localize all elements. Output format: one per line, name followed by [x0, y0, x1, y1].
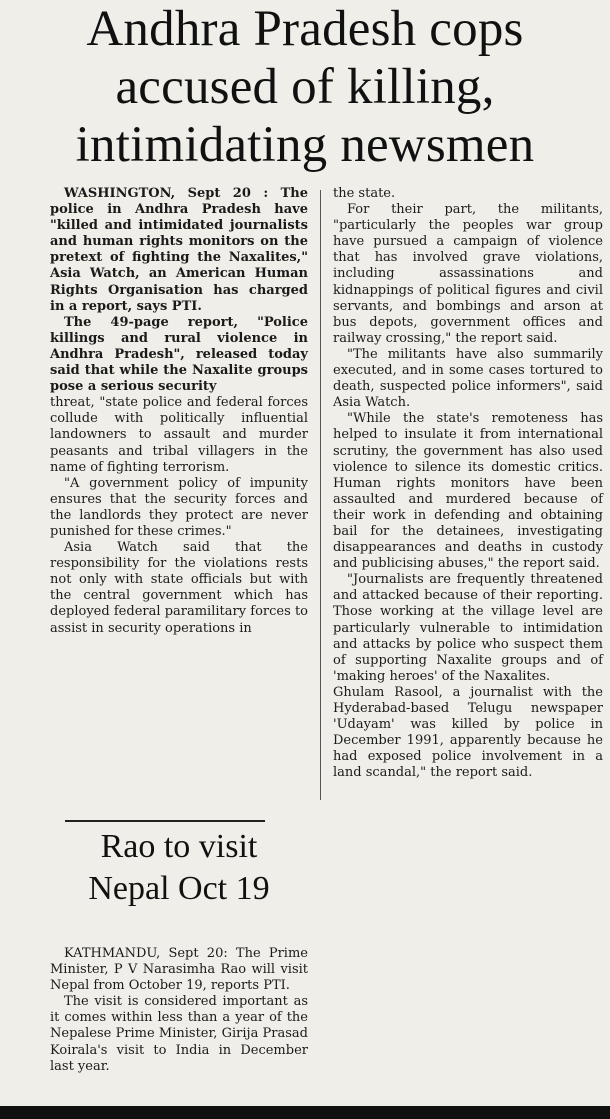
dateline: WASHINGTON, Sept 20 :: [64, 186, 269, 201]
story-paragraph: Asia Watch said that the responsibility for the violations rests not only with state officials but with the central government which has deployed federal paramilitary forces to assist in security operations in: [50, 540, 308, 636]
right-column: [333, 186, 603, 781]
left-column: [50, 186, 308, 637]
headline-line-1: Andhra Pradesh cops: [86, 1, 524, 57]
story-paragraph: For their part, the militants, "particularly the peoples war group have pursued a campaign of violence that has involved grave violations, including assassinations and kidnappings of political figures and civil servants, and bombings and arson at bus depots, government offices and railway crossing," the report said.: [333, 202, 603, 346]
bottom-border: [0, 1106, 610, 1119]
story-paragraph: "While the state's remoteness has helped to insulate it from international scrutiny, the government has also used violence to silence its domestic critics. Human rights monitors have been assaulted and murdered because of their work in defending and obtaining bail for the detainees, investigating disappearances and deaths in custody and publicising abuses," the report said.: [333, 411, 603, 572]
side-headline-line-1: Rao to visit: [100, 828, 258, 865]
story-paragraph: threat, "state police and federal forces collude with politically influential landowners to assault and murder peasants and tribal villagers in the name of fighting terrorism.: [50, 395, 308, 475]
headline-line-3: intimidating newsmen: [75, 117, 535, 173]
side-story-body: [50, 946, 308, 1075]
story-paragraph: The 49-page report, "Police killings and rural violence in Andhra Pradesh", released today said that while the Naxalite groups pose a serious security: [50, 314, 308, 395]
side-story-paragraph: The visit is considered important as it comes within less than a year of the Nepalese Prime Minister, Girija Prasad Koirala's visit to India in December last year.: [50, 994, 308, 1074]
story-paragraph: the state.: [333, 186, 396, 201]
story-paragraph: "The militants have also summarily executed, and in some cases tortured to death, suspected police informers", said Asia Watch.: [333, 346, 603, 411]
headline-line-2: accused of killing,: [115, 59, 495, 115]
main-headline: [6, 0, 604, 174]
story-paragraph: Ghulam Rasool, a journalist with the Hyderabad-based Telugu newspaper 'Udayam' was killed by police in December 1991, apparently because he had exposed police involvement in a land scandal," the report said.: [333, 684, 603, 781]
story-paragraph: WASHINGTON, Sept 20 : The police in Andhra Pradesh have "killed and intimidated journalists and human rights monitors on the pretext of fighting the Naxalites," Asia Watch, an American Human Rights Organisation has charged in a report, says PTI.: [50, 186, 309, 314]
side-headline: [50, 826, 308, 910]
story-paragraph: "Journalists are frequently threatened and attacked because of their reporting. Those working at the village level are particularly vulnerable to intimidation and attacks by police who suspect them of supporting Naxalite groups and of 'making heroes' of the Naxalites.: [333, 572, 603, 684]
column-divider: [320, 190, 321, 800]
side-headline-line-2: Nepal Oct 19: [88, 870, 270, 907]
side-story-paragraph: KATHMANDU, Sept 20: The Prime Minister, P V Narasimha Rao will visit Nepal from October 19, reports PTI.: [50, 946, 308, 994]
side-story-rule: [65, 820, 265, 822]
story-paragraph: "A government policy of impunity ensures that the security forces and the landlords they protect are never punished for these crimes.": [50, 475, 308, 539]
